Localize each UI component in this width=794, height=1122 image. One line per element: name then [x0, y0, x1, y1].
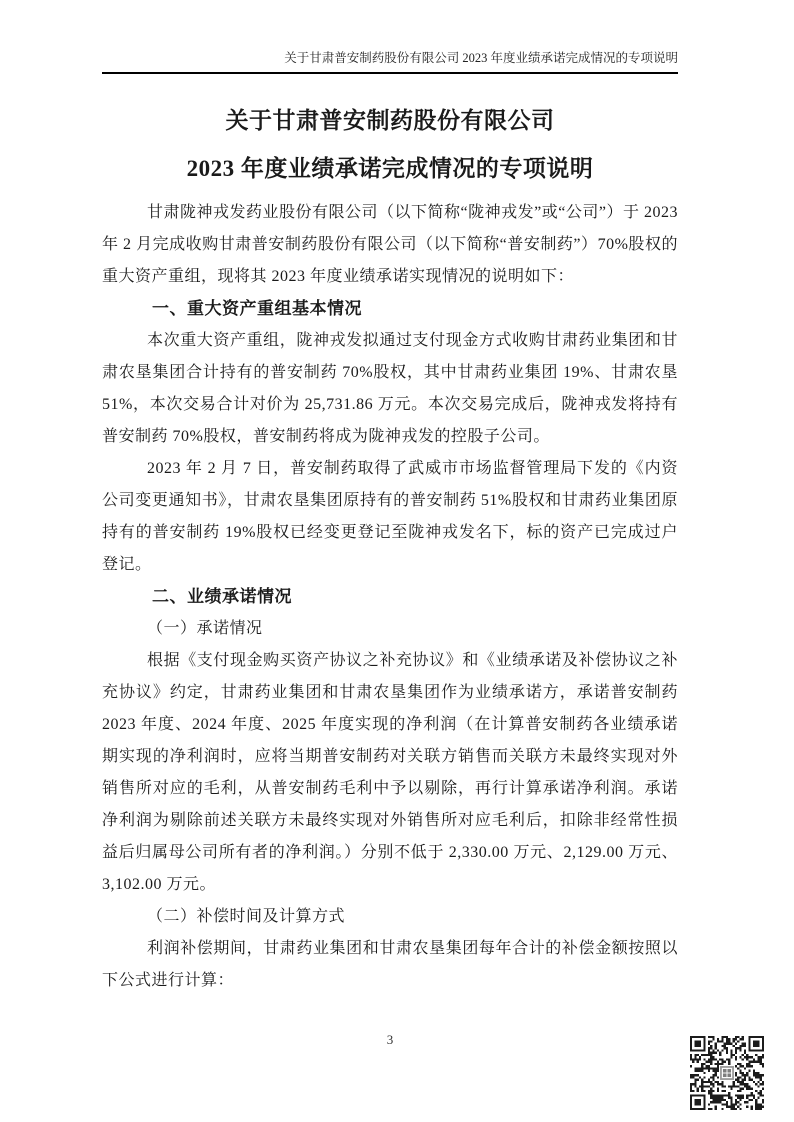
header-rule	[102, 72, 678, 74]
section-2-heading: 二、业绩承诺情况	[152, 587, 292, 606]
title-line-2: 2023 年度业绩承诺完成情况的专项说明	[186, 156, 594, 181]
title-line-1: 关于甘肃普安制药股份有限公司	[225, 108, 555, 133]
section-2-paragraph-2: 利润补偿期间，甘肃药业集团和甘肃农垦集团每年合计的补偿金额按照以下公式进行计算：	[102, 940, 678, 989]
qr-code	[690, 1036, 764, 1110]
section-1-paragraph-1: 本次重大资产重组，陇神戎发拟通过支付现金方式收购甘肃药业集团和甘肃农垦集团合计持有的普安制药 70%股权，其中甘肃药业集团 19%、甘肃农垦 51%，本次交易合计对价为 25,731.86 万元。本次交易完成后，陇神戎发将持有普安制药 70%股权，普安制药将成为陇神戎发的控股子公司。	[102, 332, 678, 445]
section-2-subheading-2: （二）补偿时间及计算方式	[147, 908, 346, 925]
section-1-paragraph-2: 2023 年 2 月 7 日，普安制药取得了武威市市场监督管理局下发的《内资公司变更通知书》，甘肃农垦集团原持有的普安制药 51%股权和甘肃药业集团原持有的普安制药 19%股权已经变更登记至陇神戎发名下，标的资产已完成过户登记。	[102, 460, 678, 573]
intro-paragraph: 甘肃陇神戎发药业股份有限公司（以下简称“陇神戎发”或“公司”）于 2023 年 2 月完成收购甘肃普安制药股份有限公司（以下简称“普安制药”）70%股权的重大资产重组，现将其 2023 年度业绩承诺实现情况的说明如下：	[102, 204, 678, 285]
document-title	[102, 97, 678, 193]
section-1-heading: 一、重大资产重组基本情况	[152, 299, 362, 318]
page-number: 3	[386, 1032, 394, 1047]
section-2-subheading-1: （一）承诺情况	[147, 620, 263, 637]
running-header: 关于甘肃普安制药股份有限公司 2023 年度业绩承诺完成情况的专项说明	[284, 51, 678, 65]
section-2-paragraph-1: 根据《支付现金购买资产协议之补充协议》和《业绩承诺及补偿协议之补充协议》约定，甘肃药业集团和甘肃农垦集团作为业绩承诺方，承诺普安制药 2023 年度、2024 年度、2025 年度实现的净利润（在计算普安制药各业绩承诺期实现的净利润时，应将当期普安制药对关联方销售而关联方未最终实现对外销售所对应的毛利，从普安制药毛利中予以剔除，再行计算承诺净利润。承诺净利润为剔除前述关联方未最终实现对外销售所对应毛利后，扣除非经常性损益后归属母公司所有者的净利润。）分别不低于 2,330.00 万元、2,129.00 万元、3,102.00 万元。	[102, 652, 678, 893]
document-body	[102, 97, 678, 997]
